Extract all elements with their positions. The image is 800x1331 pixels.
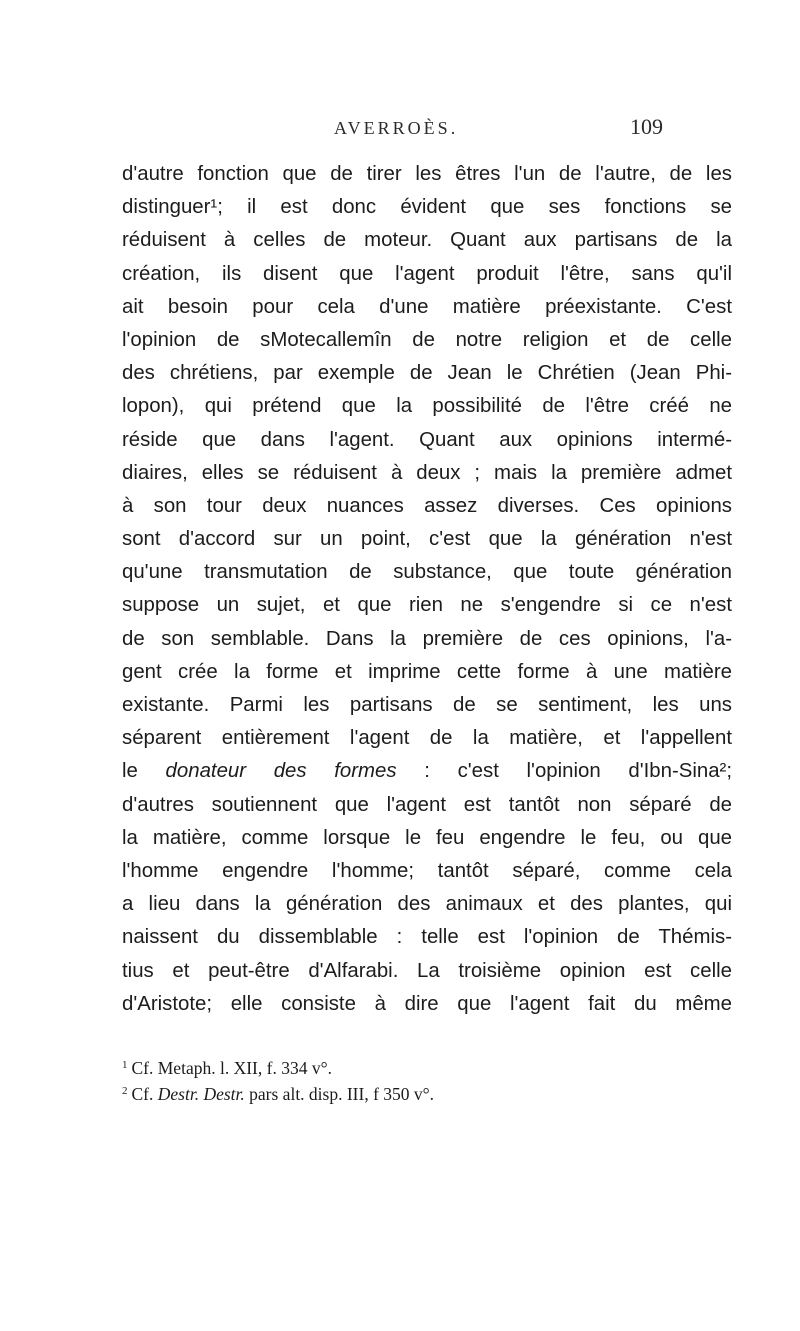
text-line: l'opinion de sMotecallemîn de notre religion et de celle	[122, 328, 732, 351]
text-line: lopon), qui prétend que la possibilité de l'être créé ne	[122, 395, 732, 418]
footnote-italic-title: Destr. Destr.	[157, 1084, 245, 1104]
text-line: d'autres soutiennent que l'agent est tantôt non séparé de	[122, 793, 732, 816]
text-line: des chrétiens, par exemple de Jean le Chrétien (Jean Phi-	[122, 362, 732, 385]
footnote-text: Cf. Metaph. l. XII, f. 334 v°.	[131, 1058, 332, 1078]
text-line: suppose un sujet, et que rien ne s'engendre si ce n'est	[122, 594, 732, 617]
footnote	[122, 1055, 682, 1081]
text-segment: : c'est l'opinion d'Ibn-Sina²;	[396, 760, 733, 783]
footnote-mark: 1	[122, 1059, 128, 1071]
text-segment: le	[122, 760, 166, 783]
text-line: d'autre fonction que de tirer les êtres l'un de l'autre, de les	[122, 163, 732, 185]
text-line: gent crée la forme et imprime cette forme à une matière	[122, 660, 732, 683]
text-line: ait besoin pour cela d'une matière préexistante. C'est	[122, 295, 732, 318]
text-line: existante. Parmi les partisans de se sentiment, les uns	[122, 694, 732, 716]
text-line: distinguer¹; il est donc évident que ses fonctions se	[122, 196, 732, 219]
text-line: naissent du dissemblable : telle est l'opinion de Thémis-	[122, 926, 732, 949]
text-line: la matière, comme lorsque le feu engendre le feu, ou que	[122, 826, 732, 849]
text-line: réduisent à celles de moteur. Quant aux partisans de la	[122, 229, 732, 252]
text-line: qu'une transmutation de substance, que toute génération	[122, 561, 732, 584]
text-line: à son tour deux nuances assez diverses. Ces opinions	[122, 494, 732, 517]
text-line: de son semblable. Dans la première de ces opinions, l'a-	[122, 627, 732, 650]
page-number: 109	[630, 114, 663, 139]
footnote-text: pars alt. disp. III, f 350 v°.	[244, 1084, 435, 1104]
italic-term: donateur des formes	[165, 760, 397, 783]
text-line: création, ils disent que l'agent produit l'être, sans qu'il	[122, 262, 732, 285]
body-text	[122, 158, 732, 1021]
text-line: diaires, elles se réduisent à deux ; mais la première admet	[122, 461, 732, 484]
text-line: tius et peut-être d'Alfarabi. La troisième opinion est celle	[122, 959, 732, 982]
text-line: réside que dans l'agent. Quant aux opinions intermé-	[122, 428, 732, 451]
footnote-mark: 2	[122, 1085, 128, 1097]
running-title: AVERROÈS.	[334, 118, 459, 138]
footnote-text: Cf.	[131, 1084, 158, 1104]
text-line-with-italic	[122, 755, 732, 788]
text-line: l'homme engendre l'homme; tantôt séparé, comme cela	[122, 859, 732, 882]
text-line: d'Aristote; elle consiste à dire que l'agent fait du même	[122, 992, 732, 1015]
text-line: sont d'accord sur un point, c'est que la génération n'est	[122, 528, 732, 551]
footnote	[122, 1081, 682, 1107]
text-line: séparent entièrement l'agent de la matière, et l'appellent	[122, 727, 732, 750]
footnotes	[122, 1055, 682, 1107]
text-line: a lieu dans la génération des animaux et des plantes, qui	[122, 893, 732, 916]
